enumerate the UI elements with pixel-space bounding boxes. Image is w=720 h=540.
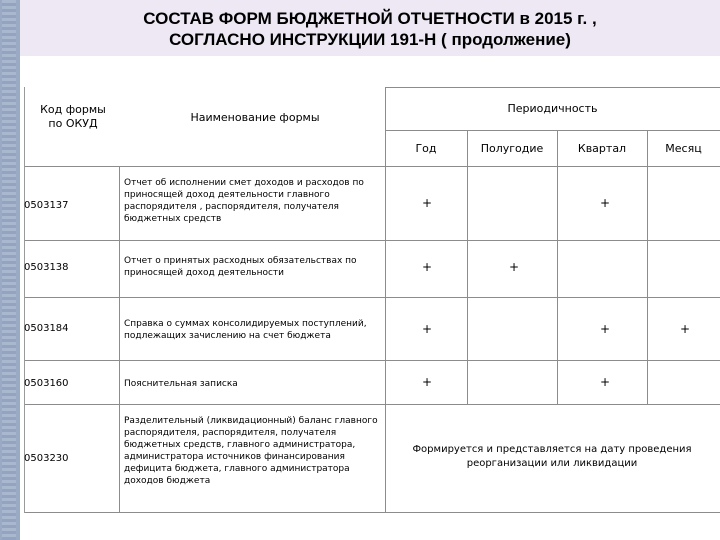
table-row-2-code: 0503138 (24, 262, 69, 273)
header-periodicity: Периодичность (507, 102, 598, 115)
table-row-2-name: Отчет о принятых расходных обязательствах по приносящей доход деятельности (124, 256, 357, 278)
table-row-3-code: 0503184 (24, 323, 69, 334)
header-name: Наименование формы (190, 111, 320, 124)
header-year: Год (415, 142, 437, 155)
title-line-1: СОСТАВ ФОРМ БЮДЖЕТНОЙ ОТЧЕТНОСТИ в 2015 г. , (143, 9, 597, 28)
table-row-4-quarter: + (600, 375, 611, 389)
header-code: Код формы по ОКУД (40, 103, 106, 130)
slide-title (20, 8, 720, 50)
slide-left-strip (0, 0, 22, 540)
table-row-4-code: 0503160 (24, 378, 69, 389)
table-row-1-code: 0503137 (24, 200, 69, 211)
table-row-3-year: + (422, 322, 433, 336)
slide-left-strip-pattern (2, 0, 16, 540)
table-row-5-name: Разделительный (ликвидационный) баланс главного распорядителя, распорядителя, получателя бюджетных средств, главного администратора, администратора источников финансирования дефицита бюджета, главного администратора доходов бюджета (124, 416, 378, 486)
title-line-2: СОГЛАСНО ИНСТРУКЦИИ 191-Н ( продолжение) (169, 30, 571, 49)
table-row-4-name: Пояснительная записка (124, 379, 238, 389)
header-month: Месяц (665, 142, 702, 155)
table-row-5-merged-note: Формируется и представляется на дату проведения реорганизации или ликвидации (412, 444, 692, 469)
table-row-2-year: + (422, 260, 433, 274)
table-row-3-quarter: + (600, 322, 611, 336)
table-row-1-quarter: + (600, 196, 611, 210)
header-halfyear: Полугодие (480, 142, 544, 155)
table-row-3-month: + (680, 322, 691, 336)
table-row-5-code: 0503230 (24, 453, 69, 464)
header-quarter: Квартал (577, 142, 627, 155)
table-row-4-year: + (422, 375, 433, 389)
table-row-1-year: + (422, 196, 433, 210)
table-row-3-name: Справка о суммах консолидируемых поступлений, подлежащих зачислению на счет бюджета (124, 319, 367, 341)
table-row-2-halfyear: + (509, 260, 520, 274)
table-row-1-name: Отчет об исполнении смет доходов и расходов по приносящей доход деятельности главного распорядителя , распорядителя, получателя бюджетных средств (124, 178, 364, 224)
